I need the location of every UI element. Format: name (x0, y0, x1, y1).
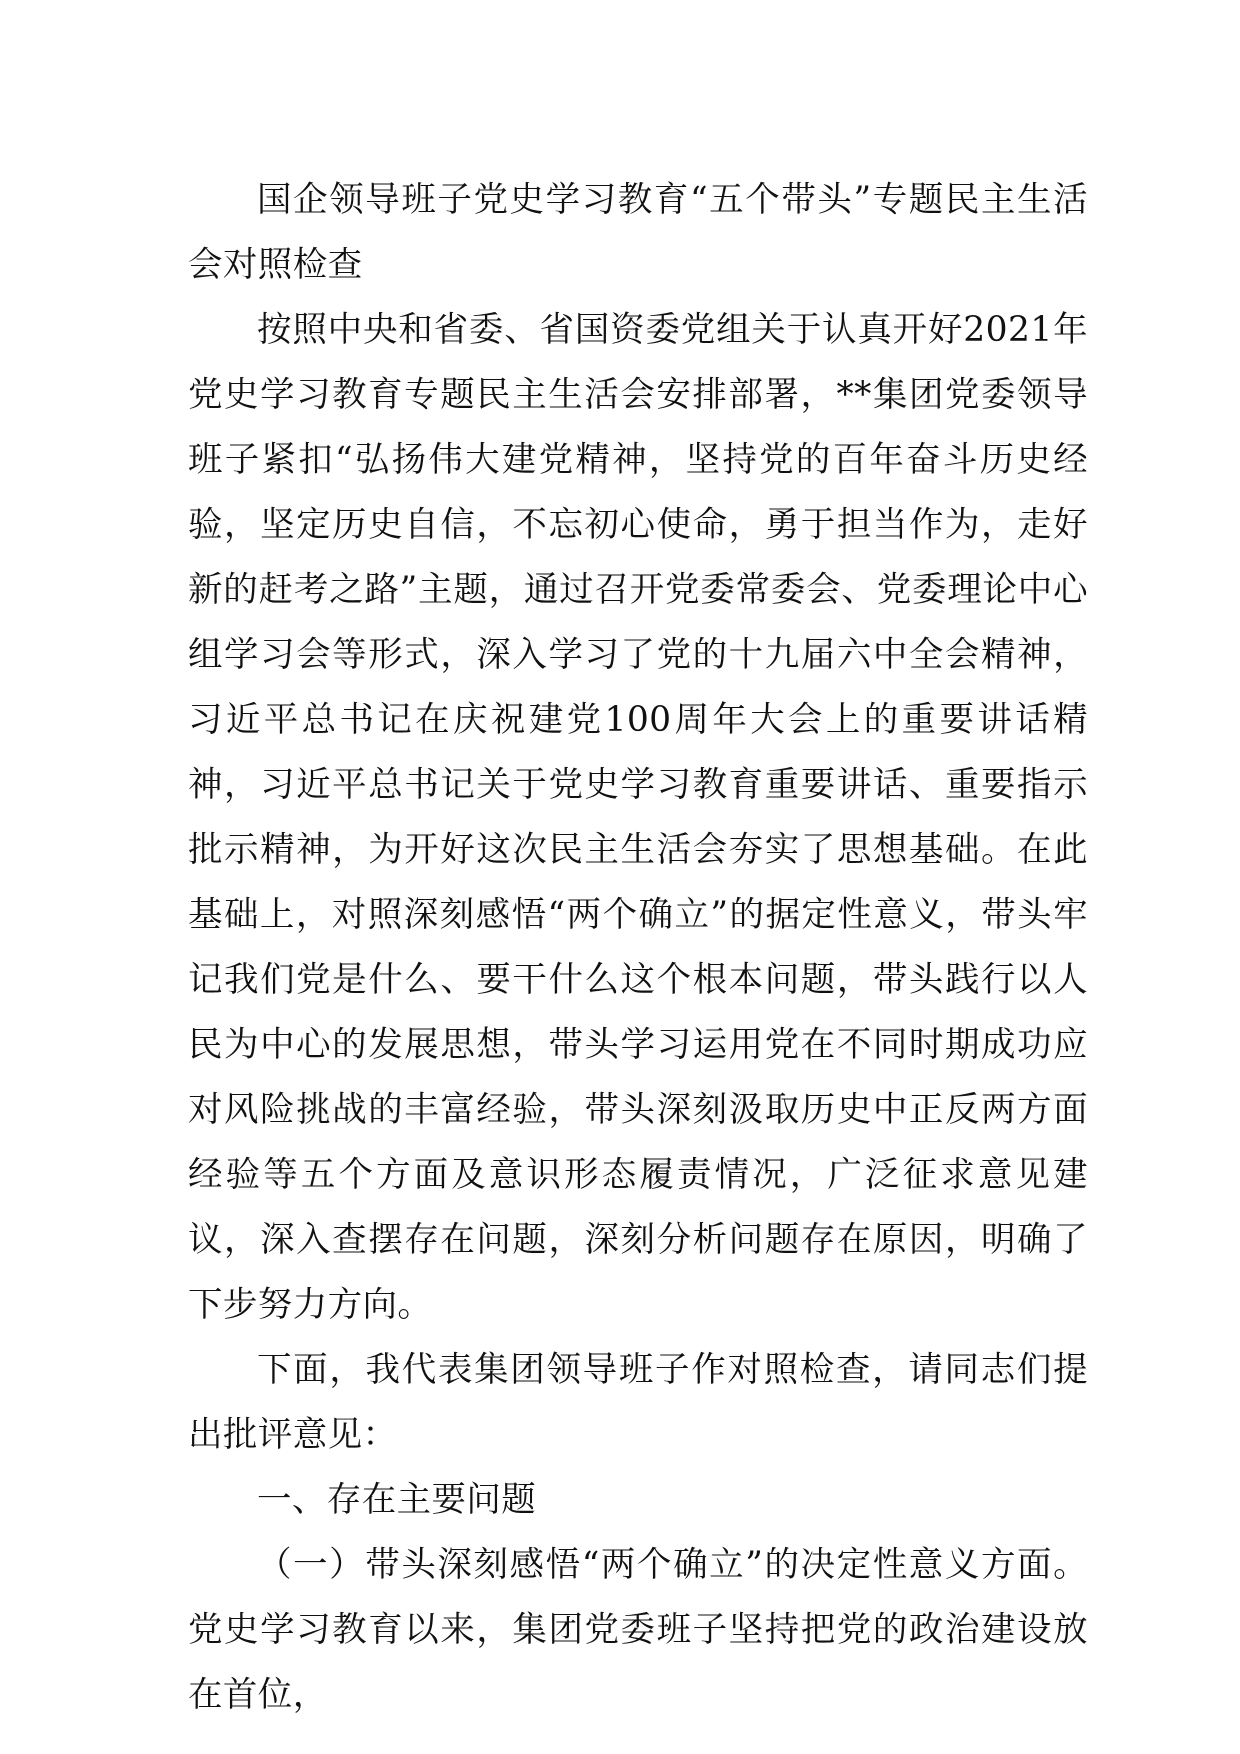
document-page (188, 168, 1088, 1728)
intro-paragraph: 按照中央和省委、省国资委党组关于认真开好2021年党史学习教育专题民主生活会安排部署，**集团党委领导班子紧扣“弘扬伟大建党精神，坚持党的百年奋斗历史经验，坚定历史自信，不忘初心使命，勇于担当作为，走好新的赶考之路”主题，通过召开党委常委会、党委理论中心组学习会等形式，深入学习了党的十九届六中全会精神，习近平总书记在庆祝建党100周年大会上的重要讲话精神，习近平总书记关于党史学习教育重要讲话、重要指示批示精神，为开好这次民主生活会夯实了思想基础。在此基础上，对照深刻感悟“两个确立”的据定性意义，带头牢记我们党是什么、要干什么这个根本问题，带头践行以人民为中心的发展思想，带头学习运用党在不同时期成功应对风险挑战的丰富经验，带头深刻汲取历史中正反两方面经验等五个方面及意识形态履责情况，广泛征求意见建议，深入查摆存在问题，深刻分析问题存在原因，明确了下步努力方向。 (188, 310, 1088, 1325)
lead-paragraph: 下面，我代表集团领导班子作对照检查，请同志们提出批评意见： (188, 1350, 1088, 1455)
document-title: 国企领导班子党史学习教育“五个带头”专题民主生活会对照检查 (188, 180, 1088, 285)
section-heading: 一、存在主要问题 (257, 1480, 537, 1520)
section-paragraph: （一）带头深刻感悟“两个确立”的决定性意义方面。党史学习教育以来，集团党委班子坚持把党的政治建设放在首位， (188, 1545, 1088, 1715)
